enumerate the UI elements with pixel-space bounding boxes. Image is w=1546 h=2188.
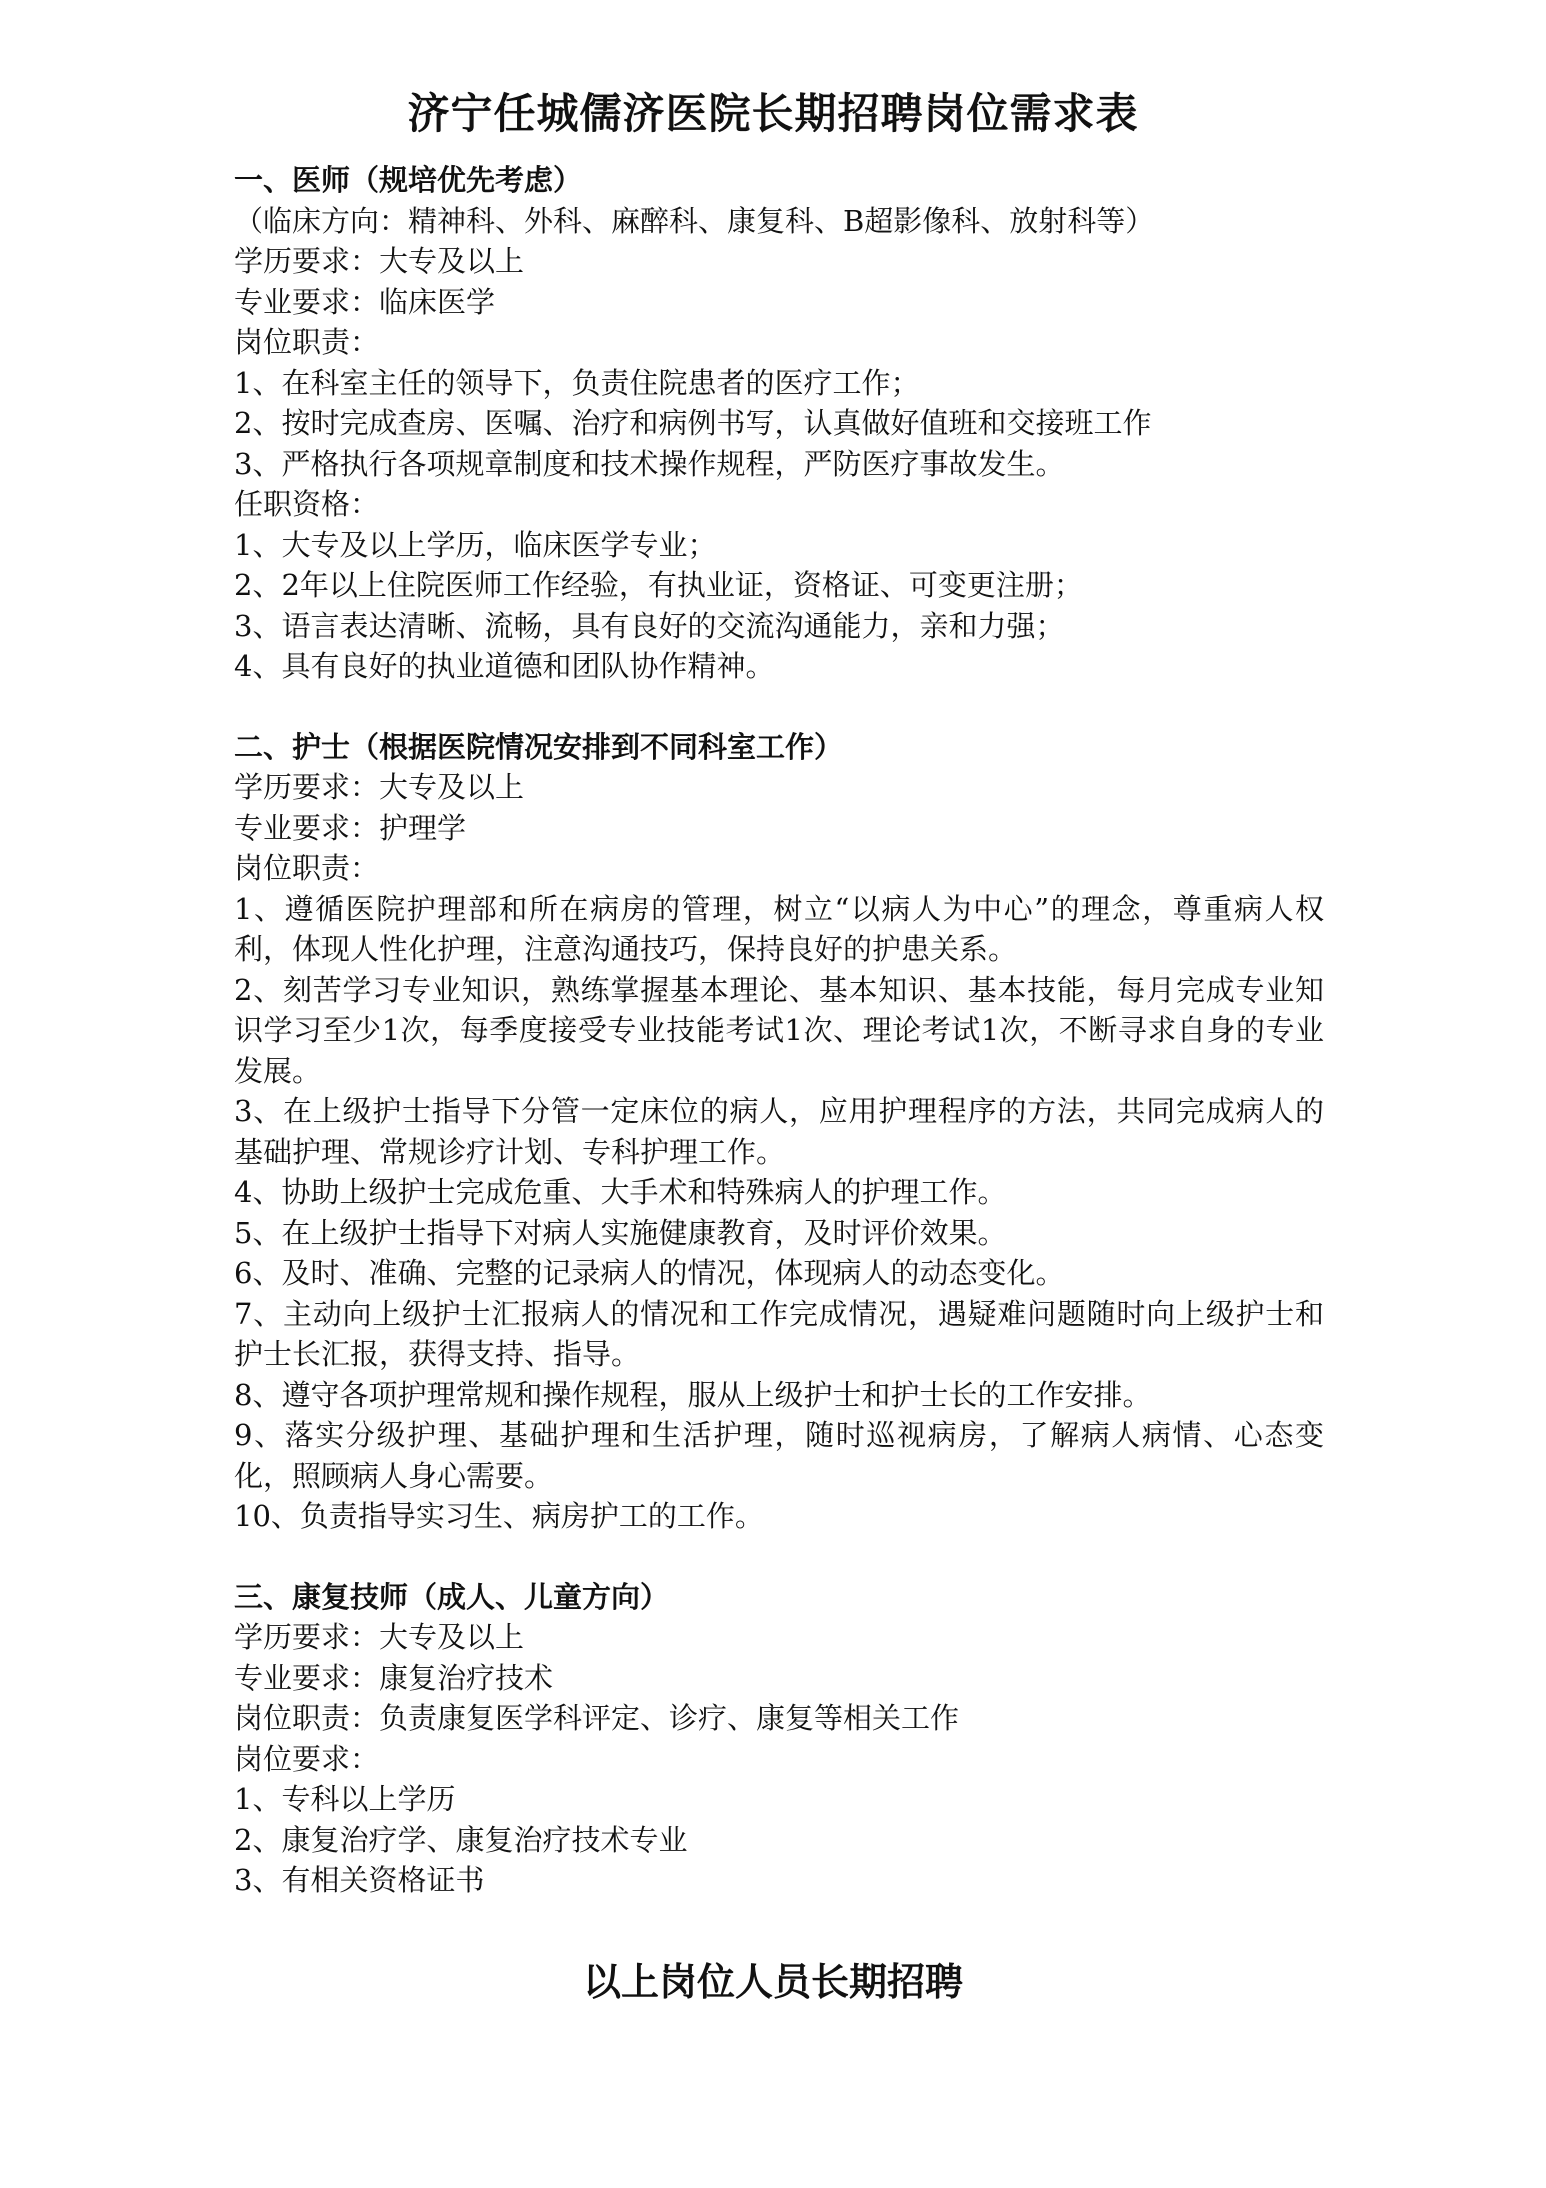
footer-statement: 以上岗位人员长期招聘 xyxy=(582,1960,963,2004)
requirement-item: 1、专科以上学历 xyxy=(234,1782,456,1816)
duties-statement: 岗位职责：负责康复医学科评定、诊疗、康复等相关工作 xyxy=(234,1701,960,1735)
qualification-item: 2、2年以上住院医师工作经验，有执业证，资格证、可变更注册； xyxy=(234,568,1083,602)
page-title: 济宁任城儒济医院长期招聘岗位需求表 xyxy=(407,89,1139,138)
major-requirement: 专业要求：护理学 xyxy=(234,810,467,845)
requirement-item: 3、有相关资格证书 xyxy=(234,1863,485,1897)
duties-label: 岗位职责： xyxy=(234,851,380,885)
section-nurse xyxy=(234,727,1324,1537)
duty-item: 7、主动向上级护士汇报病人的情况和工作完成情况，遇疑难问题随时向上级护士和护士长汇报，获得支持、指导。 xyxy=(234,1296,1324,1371)
major-requirement: 专业要求：临床医学 xyxy=(234,284,496,319)
duty-item: 10、负责指导实习生、病房护工的工作。 xyxy=(234,1499,764,1533)
qualification-item: 3、语言表达清晰、流畅，具有良好的交流沟通能力，亲和力强； xyxy=(234,608,1065,643)
duties-label: 岗位职责： xyxy=(234,325,380,359)
duty-item: 2、刻苦学习专业知识，熟练掌握基本理论、基本知识、基本技能，每月完成专业知识学习至少1次，每季度接受专业技能考试1次、理论考试1次，不断寻求自身的专业发展。 xyxy=(234,972,1324,1088)
qualification-item: 4、具有良好的执业道德和团队协作精神。 xyxy=(234,649,775,683)
requirements-label: 岗位要求： xyxy=(234,1741,380,1776)
section-heading: 一、医师（规培优先考虑） xyxy=(234,163,583,197)
duty-item: 2、按时完成查房、医嘱、治疗和病例书写，认真做好值班和交接班工作 xyxy=(234,406,1152,440)
duty-item: 4、协助上级护士完成危重、大手术和特殊病人的护理工作。 xyxy=(234,1175,1007,1209)
section-spacer xyxy=(234,687,1324,727)
requirement-item: 2、康复治疗学、康复治疗技术专业 xyxy=(234,1822,688,1857)
major-requirement: 专业要求：康复治疗技术 xyxy=(234,1660,554,1695)
duty-item: 3、在上级护士指导下分管一定床位的病人，应用护理程序的方法，共同完成病人的基础护理、常规诊疗计划、专科护理工作。 xyxy=(234,1094,1324,1169)
section-heading: 二、护士（根据医院情况安排到不同科室工作） xyxy=(234,729,844,764)
education-requirement: 学历要求：大专及以上 xyxy=(234,244,525,278)
section-heading: 三、康复技师（成人、儿童方向） xyxy=(234,1579,670,1614)
qualification-item: 1、大专及以上学历，临床医学专业； xyxy=(234,527,717,562)
duty-item: 1、在科室主任的领导下，负责住院患者的医疗工作； xyxy=(234,365,920,400)
clinical-direction: （临床方向：精神科、外科、麻醉科、康复科、B超影像科、放射科等） xyxy=(234,203,1155,238)
duty-item: 9、落实分级护理、基础护理和生活护理，随时巡视病房，了解病人病情、心态变化，照顾病人身心需要。 xyxy=(234,1418,1324,1493)
education-requirement: 学历要求：大专及以上 xyxy=(234,770,525,804)
education-requirement: 学历要求：大专及以上 xyxy=(234,1620,525,1654)
section-spacer xyxy=(234,1537,1324,1577)
duty-item: 8、遵守各项护理常规和操作规程，服从上级护士和护士长的工作安排。 xyxy=(234,1377,1152,1412)
duty-item: 5、在上级护士指导下对病人实施健康教育，及时评价效果。 xyxy=(234,1215,1007,1250)
duty-item: 6、及时、准确、完整的记录病人的情况，体现病人的动态变化。 xyxy=(234,1256,1065,1290)
qualifications-label: 任职资格： xyxy=(234,487,380,521)
duty-item: 3、严格执行各项规章制度和技术操作规程，严防医疗事故发生。 xyxy=(234,446,1065,481)
section-rehab-technician xyxy=(234,1577,1324,1901)
document-body xyxy=(234,160,1324,1901)
duty-item: 1、遵循医院护理部和所在病房的管理，树立“以病人为中心”的理念，尊重病人权利，体现人性化护理，注意沟通技巧，保持良好的护患关系。 xyxy=(234,891,1324,966)
section-doctor xyxy=(234,160,1324,687)
